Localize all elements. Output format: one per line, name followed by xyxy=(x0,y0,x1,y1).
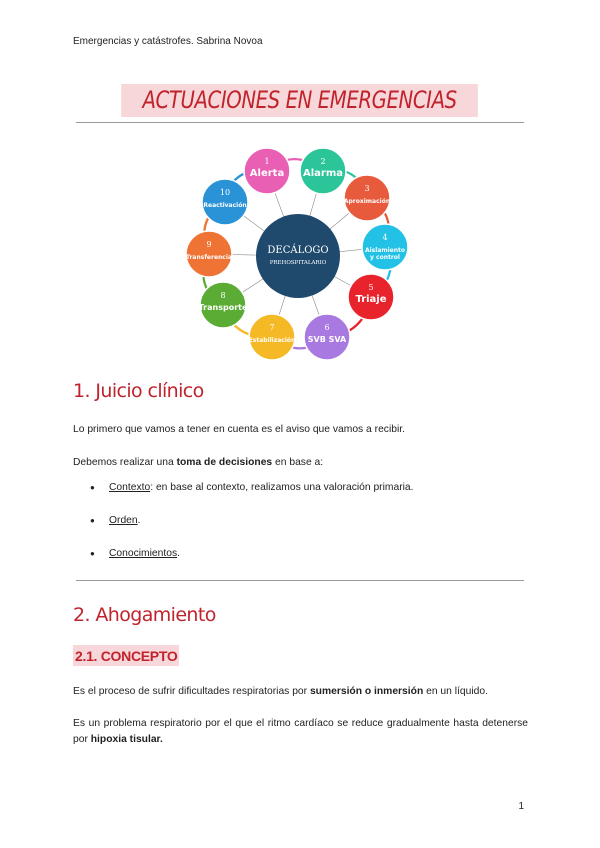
paragraph: Debemos realizar una toma de decisiones en base a: xyxy=(73,457,324,468)
diagram-step-label: Alerta xyxy=(249,168,285,179)
diagram-step-label: Triaje xyxy=(355,294,387,305)
diagram-step-number: 8 xyxy=(220,291,226,300)
diagram-step-9 xyxy=(186,231,232,277)
diagram-step-1 xyxy=(244,148,290,194)
diagram-step-3 xyxy=(344,175,390,221)
paragraph: Es un problema respiratorio por el que el ritmo cardíaco se reduce gradualmente hasta detenerse por hipoxia tisular. xyxy=(73,718,528,745)
diagram-step-label: Transporte xyxy=(198,303,248,312)
diagram-step-6 xyxy=(304,314,350,360)
decalogo-diagram xyxy=(180,140,420,365)
diagram-center xyxy=(256,214,340,298)
diagram-step-number: 4 xyxy=(382,233,388,242)
link-conocimientos[interactable]: Conocimientos xyxy=(109,548,178,559)
diagram-step-label: Reactivación xyxy=(203,202,247,209)
list-item: ● Orden. xyxy=(73,513,414,546)
subsection-title-concepto: 2.1. CONCEPTO xyxy=(73,645,179,666)
paragraph: Lo primero que vamos a tener en cuenta es el aviso que vamos a recibir. xyxy=(73,424,405,435)
diagram-center-subtitle: PREHOSPITALARIO xyxy=(269,260,327,266)
document-title: ACTUACIONES EN EMERGENCIAS xyxy=(122,84,479,117)
divider xyxy=(76,122,524,123)
diagram-step-label: Alarma xyxy=(302,168,344,179)
diagram-step-number: 9 xyxy=(206,240,212,249)
diagram-step-4 xyxy=(362,224,408,270)
diagram-step-number: 3 xyxy=(364,184,370,193)
diagram-step-number: 7 xyxy=(269,323,275,332)
diagram-step-number: 5 xyxy=(368,283,374,292)
diagram-center-title: DECÁLOGO xyxy=(267,245,329,256)
diagram-step-7 xyxy=(249,314,296,360)
diagram-step-10 xyxy=(202,179,248,225)
diagram-step-number: 10 xyxy=(219,188,231,197)
list-item: ● Conocimientos. xyxy=(73,546,414,579)
divider xyxy=(76,580,524,581)
bullet-list xyxy=(73,480,414,579)
diagram-step-number: 1 xyxy=(264,157,270,166)
paragraph: Es el proceso de sufrir dificultades respiratorias por sumersión o inmersión en un líquido. xyxy=(73,686,488,697)
diagram-step-label: Estabilización xyxy=(248,337,296,344)
diagram-step-number: 6 xyxy=(324,323,330,332)
link-contexto[interactable]: Contexto xyxy=(109,482,151,493)
diagram-step-number: 2 xyxy=(320,157,326,166)
diagram-step-5 xyxy=(348,274,394,320)
list-item: ● Contexto: en base al contexto, realizamos una valoración primaria. xyxy=(73,480,414,513)
diagram-step-label: y control xyxy=(370,254,400,261)
section-title-juicio: 1. Juicio clínico xyxy=(73,380,204,402)
diagram-step-label: SVB SVA xyxy=(307,335,347,344)
link-orden[interactable]: Orden xyxy=(109,515,138,526)
diagram-step-2 xyxy=(300,148,346,194)
diagram-step-label: Aproximación xyxy=(343,198,391,205)
section-title-ahogamiento: 2. Ahogamiento xyxy=(73,604,216,626)
diagram-step-label: Aislamiento xyxy=(364,247,406,254)
diagram-step-label: Transferencia xyxy=(186,254,232,261)
page-number: 1 xyxy=(518,801,524,812)
diagram-step-8 xyxy=(199,282,248,328)
document-header: Emergencias y catástrofes. Sabrina Novoa xyxy=(73,36,263,47)
